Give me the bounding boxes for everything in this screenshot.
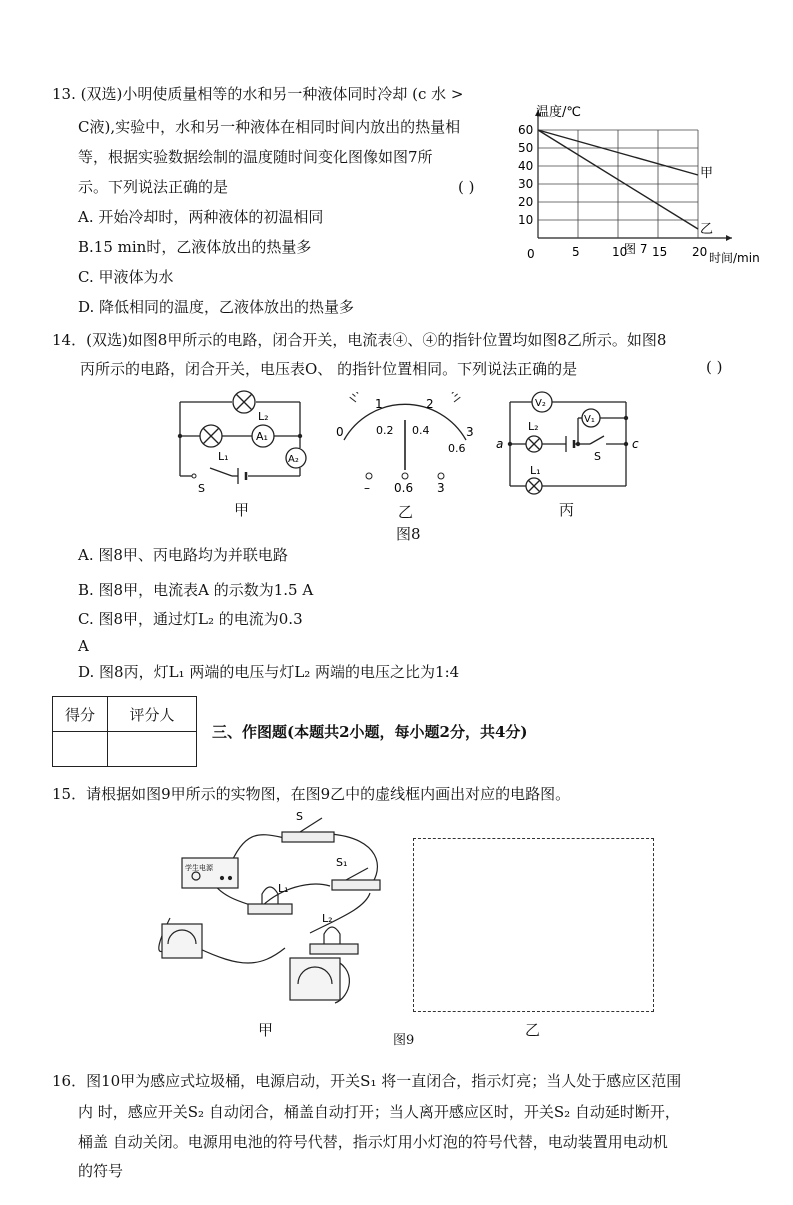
label-fig9-S: S	[296, 810, 303, 823]
q13-line2: C液),实验中，水和另一种液体在相同时间内放出的热量相	[78, 118, 461, 136]
label-fig9-L2: L₂	[322, 912, 333, 925]
figure9-physical-circuit	[150, 808, 390, 1020]
q14-line2: 丙所示的电路，闭合开关，电压表O、 的指针位置相同。下列说法正确的是	[80, 360, 578, 378]
chart-y-tick: 60	[518, 123, 534, 137]
chart-origin: 0	[527, 247, 535, 261]
q16-line3: 桶盖 自动关闭。电源用电池的符号代替，指示灯用小灯泡的符号代替，电动装置用电动机	[78, 1133, 668, 1151]
grader-header: 评分人	[108, 697, 197, 732]
q13-line1: 13. (双选)小明使质量相等的水和另一种液体同时冷却 (c 水 >	[52, 85, 464, 103]
meter-scale-3: 3	[466, 425, 474, 439]
figure9-yi-label: 乙	[525, 1021, 541, 1039]
score-header: 得分	[53, 697, 108, 732]
meter-tick	[355, 392, 358, 394]
figure9-answer-box[interactable]	[413, 838, 654, 1012]
chart-y-tick: 30	[518, 177, 534, 191]
meter-terminal-06: 0.6	[394, 481, 414, 495]
label-V2: V₂	[535, 398, 546, 409]
chart-y-tick: 10	[518, 213, 534, 227]
q15-text: 15．请根据如图9甲所示的实物图，在图9乙中的虚线框内画出对应的电路图。	[52, 785, 571, 803]
figure8-jia-label: 甲	[234, 501, 250, 519]
meter-tick	[454, 397, 460, 402]
label-A1: A₁	[256, 430, 268, 443]
q13-line3: 等，根据实验数据绘制的温度随时间变化图像如图7所	[78, 148, 433, 166]
q14-option-c: C. 图8甲，通过灯L₂ 的电流为0.3	[78, 610, 303, 628]
meter-tick	[455, 394, 458, 397]
label-S: S	[198, 482, 205, 495]
q14-option-a: A. 图8甲、丙电路均为并联电路	[78, 546, 288, 564]
label-A2: A₂	[288, 454, 299, 465]
figure8-circuit-bing	[494, 388, 644, 496]
chart-series-label-1: 乙	[700, 222, 714, 237]
q14-answer-paren: ( )	[706, 358, 723, 376]
chart-y-tick: 20	[518, 195, 534, 209]
q13-option-a: A. 开始冷却时，两种液体的初温相同	[78, 208, 324, 226]
figure7-chart	[500, 96, 775, 268]
q14-line1: 14．(双选)如图8甲所示的电路，闭合开关，电流表④、④的指针位置均如图8乙所示。如图8	[52, 331, 667, 349]
meter-tick	[350, 397, 356, 402]
label-power: 学生电源	[185, 864, 213, 872]
meter-terminal-neg: –	[364, 481, 370, 495]
label-fig9-L1: L₁	[278, 882, 289, 895]
meter-scale-04: 0.4	[412, 424, 430, 437]
figure8-bing-label: 丙	[559, 501, 575, 519]
label-V1: V₁	[584, 414, 595, 425]
score-table	[52, 696, 197, 767]
meter-scale-0: 0	[336, 425, 344, 439]
q13-answer-paren: ( )	[458, 178, 475, 196]
meter-scale-02: 0.2	[376, 424, 394, 437]
meter-tick	[452, 392, 455, 394]
q13-option-d: D. 降低相同的温度，乙液体放出的热量多	[78, 298, 355, 316]
figure8-meter-yi	[330, 392, 480, 496]
meter-scale-2: 2	[426, 397, 434, 411]
label-L1: L₁	[218, 450, 229, 463]
chart-xlabel: 时间/min	[709, 251, 760, 265]
label-fig9-S1: S₁	[336, 856, 348, 869]
score-cell[interactable]	[53, 732, 108, 767]
label-bing-L1: L₁	[530, 464, 541, 477]
label-c: c	[632, 437, 639, 451]
q14-option-c-unit: A	[78, 637, 89, 655]
q16-line1: 16．图10甲为感应式垃圾桶，电源启动，开关S₁ 将一直闭合，指示灯亮；当人处于感应区范围	[52, 1072, 682, 1090]
chart-y-tick: 50	[518, 141, 534, 155]
figure8-caption: 图8	[396, 525, 421, 543]
meter-scale-1: 1	[375, 397, 383, 411]
q14-option-d: D. 图8丙，灯L₁ 两端的电压与灯L₂ 两端的电压之比为1:4	[78, 663, 460, 681]
chart-x-tick: 10	[612, 245, 628, 259]
meter-terminal-3: 3	[437, 481, 445, 495]
chart-ticks	[518, 123, 707, 259]
meter-tick	[352, 394, 355, 397]
figure9-caption: 图9	[393, 1033, 415, 1048]
label-L2: L₂	[258, 410, 269, 423]
label-bing-S: S	[594, 450, 601, 463]
chart-x-tick: 15	[652, 245, 668, 259]
meter-scale-06: 0.6	[448, 442, 466, 455]
chart-x-arrow	[726, 235, 732, 241]
chart-x-tick: 20	[692, 245, 708, 259]
q13-option-b: B.15 min时，乙液体放出的热量多	[78, 238, 312, 256]
figure8-circuit-jia	[170, 388, 310, 496]
q16-line4: 的符号	[78, 1162, 124, 1180]
chart-caption: 图 7	[624, 242, 648, 256]
section3-title: 三、作图题(本题共2小题，每小题2分，共4分)	[212, 723, 528, 741]
figure9-jia-label: 甲	[258, 1021, 274, 1039]
q14-option-b: B. 图8甲，电流表A 的示数为1.5 A	[78, 581, 314, 599]
chart-x-tick: 5	[572, 245, 580, 259]
figure8-yi-label: 乙	[398, 503, 414, 521]
chart-series	[538, 130, 713, 237]
chart-ylabel: 温度/℃	[536, 105, 581, 120]
chart-series-label-0: 甲	[700, 166, 714, 181]
chart-y-tick: 40	[518, 159, 534, 173]
q16-line2: 内 时，感应开关S₂ 自动闭合，桶盖自动打开；当人离开感应区时，开关S₂ 自动延时断开，	[78, 1103, 680, 1121]
q13-line4: 示。下列说法正确的是	[78, 178, 229, 196]
label-bing-L2: L₂	[528, 420, 539, 433]
grader-cell[interactable]	[108, 732, 197, 767]
q13-option-c: C. 甲液体为水	[78, 268, 174, 286]
label-a: a	[496, 437, 504, 451]
